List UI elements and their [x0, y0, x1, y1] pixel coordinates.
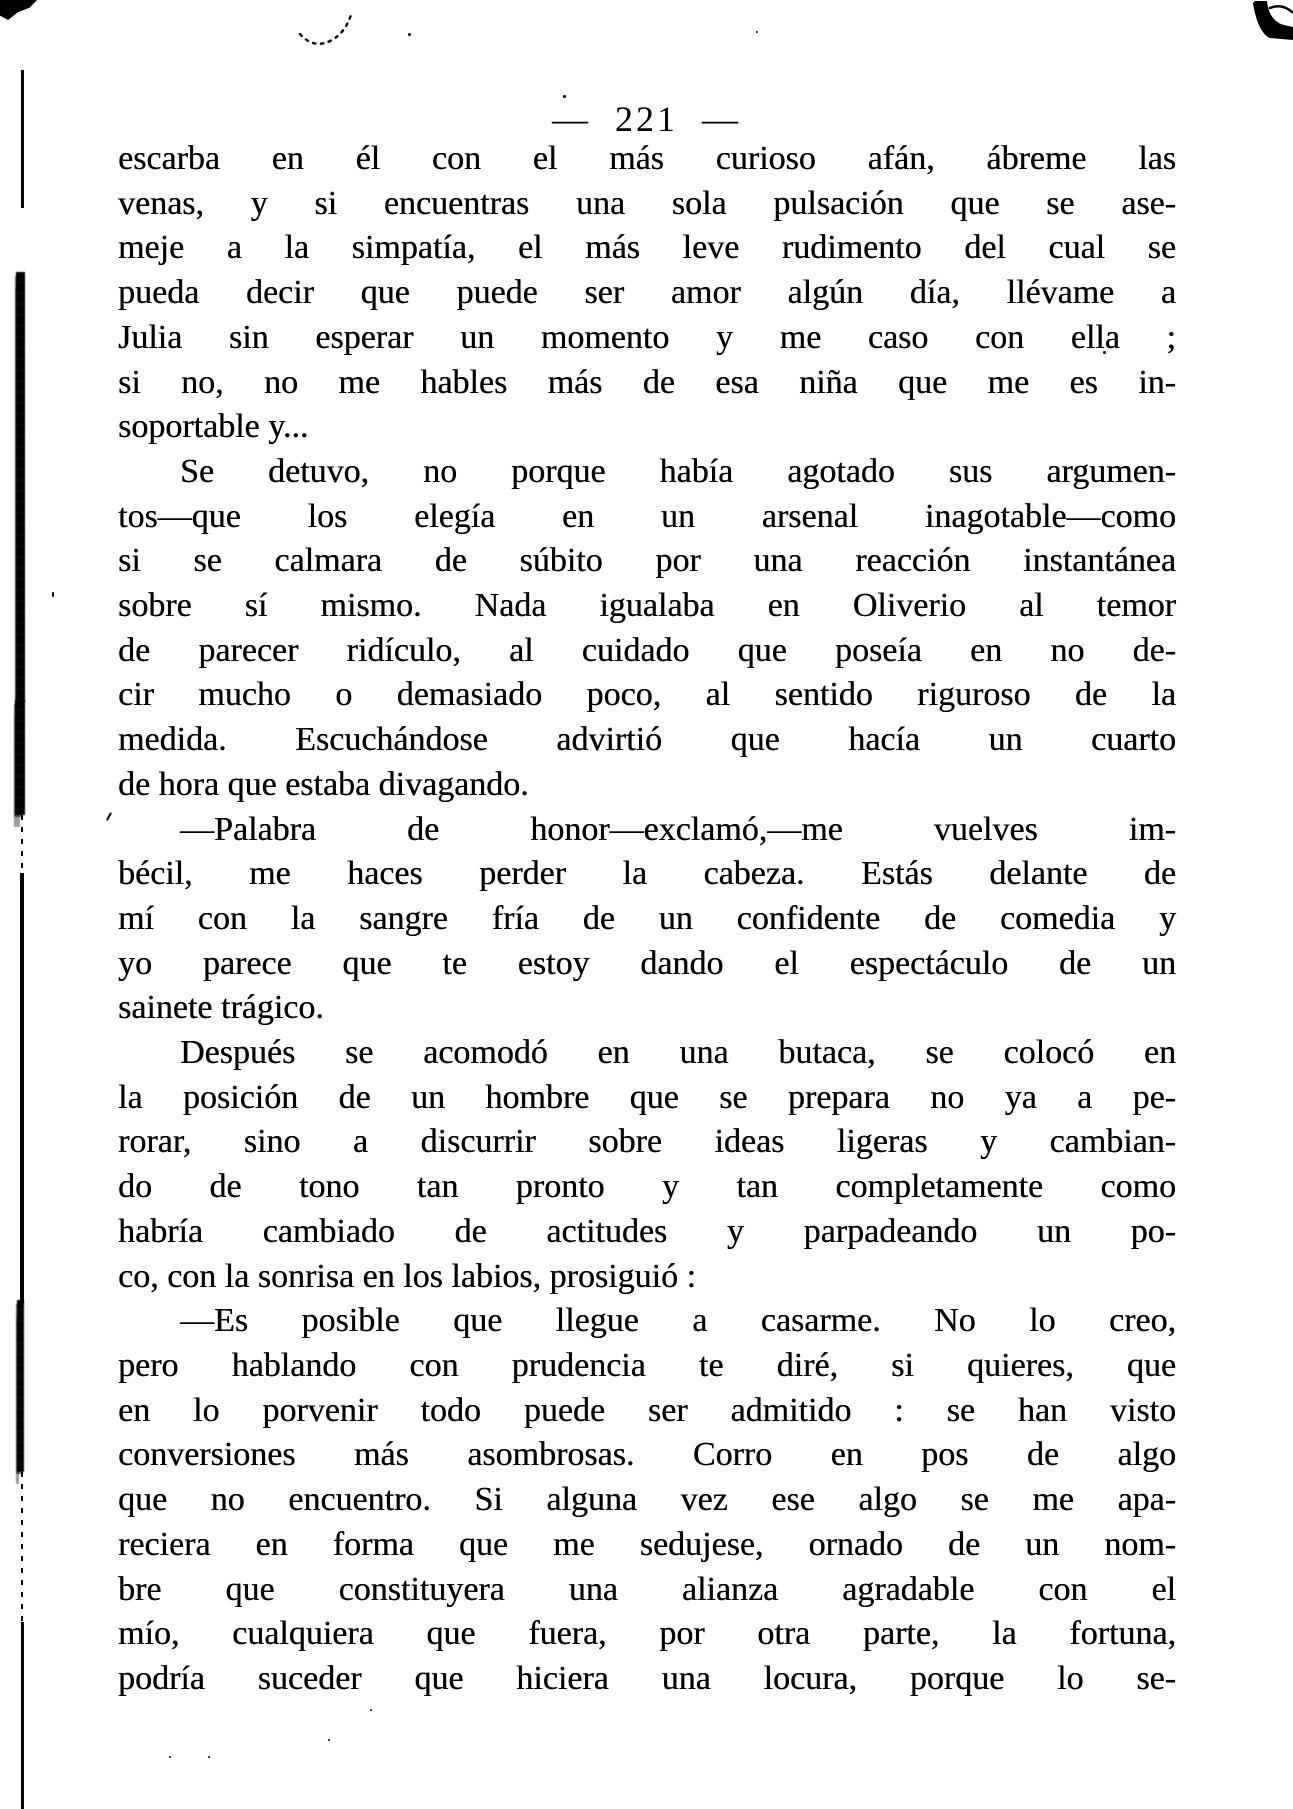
left-binding-shadow [15, 700, 25, 815]
left-binding-shadow [17, 1300, 24, 1472]
page-number: — 221 — [552, 99, 741, 139]
text-line: meje a la simpatía, el más leve rudimento del cual se [118, 229, 1176, 267]
text-line: Después se acomodó en una butaca, se colocó en [180, 1034, 1176, 1072]
text-line: mí con la sangre fría de un confidente de comedia y [118, 899, 1176, 937]
paragraph [118, 137, 1176, 450]
left-binding-shadow [21, 815, 23, 873]
text-line: sobre sí mismo. Nada igualaba en Oliverio al temor [118, 587, 1176, 625]
left-binding-shadow [21, 1472, 23, 1622]
left-binding-shadow [21, 1622, 24, 1809]
margin-tick-artifact [106, 812, 112, 821]
text-line: yo parece que te estoy dando el espectáculo de un [118, 944, 1176, 982]
paragraph [118, 808, 1176, 1032]
text-line: escarba en él con el más curioso afán, ábreme las [118, 140, 1176, 177]
text-line: do de tono tan pronto y tan completamente como [118, 1168, 1176, 1206]
text-line: reciera en forma que me sedujese, ornado de un nom- [118, 1525, 1176, 1563]
text-line: en lo porvenir todo puede ser admitido : se han visto [118, 1391, 1176, 1429]
text-line: conversiones más asombrosas. Corro en pos de algo [118, 1436, 1176, 1474]
text-line: rorar, sino a discurrir sobre ideas ligeras y cambian- [118, 1123, 1176, 1161]
paper-speck [208, 1756, 210, 1758]
text-line: bécil, me haces perder la cabeza. Estás delante de [118, 855, 1176, 893]
text-line: de hora que estaba divagando. [118, 765, 529, 803]
paper-speck [169, 1756, 171, 1758]
text-line: que no encuentro. Si alguna vez ese algo se me apa- [118, 1481, 1176, 1519]
paragraph [118, 1031, 1176, 1299]
text-line: cir mucho o demasiado poco, al sentido riguroso de la [118, 676, 1176, 714]
paper-speck [756, 31, 758, 33]
text-line: habría cambiado de actitudes y parpadeando un po- [118, 1212, 1176, 1250]
text-line: soportable y... [118, 408, 309, 446]
text-line: Se detuvo, no porque había agotado sus argumen- [180, 452, 1176, 490]
text-line: la posición de un hombre que se prepara no ya a pe- [118, 1078, 1176, 1116]
text-line: sainete trágico. [118, 989, 324, 1027]
text-line: Julia sin esperar un momento y me caso con ella ; [118, 318, 1176, 356]
pen-stroke-artifact [290, 8, 362, 54]
text-line: si se calmara de súbito por una reacción instantánea [118, 542, 1176, 580]
text-line: podría suceder que hiciera una locura, porque lo se- [118, 1659, 1176, 1697]
text-block [118, 137, 1176, 1702]
top-left-ink-blot-artifact [0, 0, 37, 20]
text-line: medida. Escuchándose advirtió que hacía un cuarto [118, 721, 1176, 759]
text-line: —Es posible que llegue a casarme. No lo creo, [180, 1302, 1176, 1340]
text-line: si no, no me hables más de esa niña que me es in- [118, 363, 1176, 401]
paper-speck [408, 33, 411, 36]
text-line: bre que constituyera una alianza agradable con el [118, 1570, 1176, 1608]
text-line: —Palabra de honor—exclamó,—me vuelves im- [180, 810, 1176, 848]
paper-speck [52, 592, 54, 597]
left-binding-shadow [16, 272, 25, 702]
text-line: de parecer ridículo, al cuidado que poseía en no de- [118, 631, 1176, 669]
paragraph [118, 1299, 1176, 1701]
text-line: mío, cualquiera que fuera, por otra parte, la fortuna, [118, 1615, 1176, 1653]
text-line: pueda decir que puede ser amor algún día, llévame a [118, 274, 1176, 312]
paragraph [118, 450, 1176, 808]
paper-speck [328, 1739, 330, 1741]
text-line: tos—que los elegía en un arsenal inagotable—como [118, 497, 1176, 535]
paper-speck [370, 1709, 372, 1711]
text-line: venas, y si encuentras una sola pulsación que se ase- [118, 184, 1176, 222]
text-line: co, con la sonrisa en los labios, prosiguió : [118, 1257, 696, 1295]
left-binding-shadow [20, 873, 24, 1303]
top-right-ink-blot-artifact [1240, 0, 1293, 50]
text-line: pero hablando con prudencia te diré, si quieres, que [118, 1346, 1176, 1384]
